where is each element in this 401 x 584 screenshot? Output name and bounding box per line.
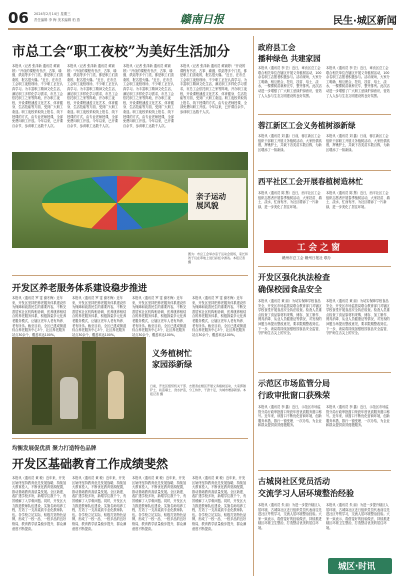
right-story5-title-2: 行政审批窗口获殊荣 — [258, 390, 330, 400]
right-story1-title-2: 播种绿色 共建家园 — [258, 54, 321, 63]
elderly-body-3: 本报讯（通讯员 罗 雯 谢冬梅）近年来，开发区坚持把养老服务体系建设作为保障和改善民生的重要内容，不断完善居家社区机构相协调、医养康养相结合的养老服务体系，积极探索多元化养老服务模式，让辖区老年人老有所养、老有所乐。截至目前，全区已建成街道综合养老服务中心3个、社区养老服务站点30余个，覆盖率达100%。 — [132, 296, 187, 337]
education-body-1: 本报讯（通讯员 黄 敏）近年来，开发区始终坚持教育优先发展战略，持续加大教育投入，不断优化教育资源配置，推动基础教育高质量发展。全区新建、改扩建学校多所，新增学位数千个，有效缓解了入学难问题。同时，开发区大力推进教师队伍建设，实施名师培养工程，打造了一支高素质专业化教师队伍。各学校立足实际，积极打造特色品牌，形成了一校一品、一校多品的良好格局，教育教学质量稳步提升，群众满意度不断提高。 — [12, 476, 67, 531]
right-story4-body-1: 本报讯（通讯员 黄 丽）为切实保障学校食品安全，开发区市场监管局联合教育部门对辖区学校食堂开展食品安全执法检查。检查人员重点检查了食品原材料采购、储存、加工制作、餐具消毒、从业人员健康证等情况，对发现的问题当场提出整改意见，要求限期整改到位。下一步，该局将持续加强校园食品安全监管，守护师生舌尖上的安全。 — [258, 299, 322, 336]
header-divider — [8, 28, 393, 30]
main-body-3: 本报讯（记者 张泽新 通讯员 黄颖婷）“开设的课程有书法、古筝、瑜伽、烘焙等多个门类，都是职工们喜欢的，报名很火爆。”近日，在市总工会职工夜校现场，不少职工正在认真学习。为丰富职工精神文化生活，满足职工多样化学习需求，市总工会依托职工之家等阵地，开办职工夜校，开设课程涵盖文化艺术、体育健身、生活技能等方面，受到广大职工欢迎。职工夜校采取线上报名、线下授课的方式，由专业老师授课，全部免费向职工开放。今年以来，已开课百余节，参训职工达数千人次。 — [123, 64, 174, 128]
elderly-headline: 开发区养老服务体系建设稳步推进 — [12, 284, 148, 294]
right-story6-title-1: 古城岗社区党员活动 — [258, 476, 330, 486]
right-story3-body-2: 本报讯（通讯员 陈 慧）近日，西平社区工会组织志愿者开展春季植树活动，大家扶苗、填土、浇水，忙而有序，为社区增添了一片新绿，进一步美化了居住环境。 — [326, 191, 390, 209]
education-headline: 开发区基础教育工作成绩斐然 — [12, 457, 169, 471]
editor-line: 责任编辑 李 梅 美术编辑 柏 燕 — [34, 18, 81, 22]
right-divider-4 — [258, 372, 391, 373]
right-story6-title-2: 交流学习人居环境整治经验 — [258, 488, 354, 498]
main-photo-caption: 亲子运动 展风貌 — [196, 192, 226, 210]
page-header — [8, 9, 397, 29]
main-body-4: 本报讯（记者 张泽新 通讯员 黄颖婷）“开设的课程有书法、古筝、瑜伽、烘焙等多个门类，都是职工们喜欢的，报名很火爆。”近日，在市总工会职工夜校现场，不少职工正在认真学习。为丰富职工精神文化生活，满足职工多样化学习需求，市总工会依托职工之家等阵地，开办职工夜校，开设课程涵盖文化艺术、体育健身、生活技能等方面，受到广大职工欢迎。职工夜校采取线上报名、线下授课的方式，由专业老师授课，全部免费向职工开放。今年以来，已开课百余节，参训职工达数千人次。 — [180, 64, 247, 114]
right-story2-body-1: 本报讯（通讯员 刘 鑫）日前，蓉江新区工会组织干部职工开展义务植树活动，大家热情高涨，挥锹铲土，共栽下各类苗木数百株，为新区增添了一抹新绿。 — [258, 134, 322, 152]
main-photo-note: 图为：市总工会举办亲子运动会现场，家长和孩子们在草地上进行彩虹伞游戏。本报记者 摄 — [188, 252, 249, 265]
right-divider-5 — [258, 470, 391, 471]
right-column-divider — [253, 36, 254, 576]
right-story3-body-1: 本报讯（通讯员 陈 慧）近日，西平社区工会组织志愿者开展春季植树活动，大家扶苗、填土、浇水，忙而有序，为社区增添了一片新绿，进一步美化了居住环境。 — [258, 191, 322, 209]
right-story5-body-2: 本报讯（通讯员 李 鑫）近日，示范区市场监管分局行政审批窗口荣获年度优质服务窗口称号。近年来，该窗口不断优化营商环境，创新服务举措，推行一窗受理、一次办结，为企业和群众提供高效便捷服务。 — [326, 405, 390, 428]
right-story5-title-1: 示范区市场监管分局 — [258, 378, 330, 388]
education-kicker: 均衡发展促优质 聚力打造特色品牌 — [12, 446, 97, 452]
right-story6-body-2: 本报讯（通讯员 朱 丽）为进一步提升辖区人居环境，古城岗社区近日组织党员代表前往先进社区考察学习，交流人居环境整治经验。大家一致表示，将借鉴好的经验做法，持续推进辖区环境卫生整治，打造整洁优美的居住环境。 — [326, 503, 390, 530]
section-divider-2 — [12, 438, 248, 439]
main-body-1: 本报讯（记者 张泽新 通讯员 黄颖婷）“开设的课程有书法、古筝、瑜伽、烘焙等多个门类，都是职工们喜欢的，报名很火爆。”近日，在市总工会职工夜校现场，不少职工正在认真学习。为丰富职工精神文化生活，满足职工多样化学习需求，市总工会依托职工之家等阵地，开办职工夜校，开设课程涵盖文化艺术、体育健身、生活技能等方面，受到广大职工欢迎。职工夜校采取线上报名、线下授课的方式，由专业老师授课，全部免费向职工开放。今年以来，已开课百余节，参训职工达数千人次。 — [12, 64, 63, 128]
right-story1-body-2: 本报讯（通讯员 李 芸）近日，章贡区总工会联合相关单位在辖区开展义务植树活动，100余名职工志愿者积极参与。活动现场，大家分工明确、相互配合，挖坑、扶苗、培土、浇水，一棵棵树苗栽种完毕，整齐排列。此次活动进一步增强了广大职工爱绿护绿意识，营造了人人参与生态文明建设的良好氛围。 — [326, 66, 390, 98]
tree-photo-caption: 义务植树忙 家园添新绿 — [152, 348, 192, 369]
right-story5-body-1: 本报讯（通讯员 李 鑫）近日，示范区市场监管分局行政审批窗口荣获年度优质服务窗口称号。近年来，该窗口不断优化营商环境，创新服务举措，推行一窗受理、一次办结，为企业和群众提供高效便捷服务。 — [258, 405, 322, 428]
people-graphic-2 — [108, 371, 124, 419]
tree-planting-photo — [12, 337, 146, 434]
people-graphic — [60, 377, 78, 419]
education-body-4: 本报讯（通讯员 黄 敏）近年来，开发区始终坚持教育优先发展战略，持续加大教育投入，不断优化教育资源配置，推动基础教育高质量发展。全区新建、改扩建学校多所，新增学位数千个，有效缓解了入学难问题。同时，开发区大力推进教师队伍建设，实施名师培养工程，打造了一支高素质专业化教师队伍。各学校立足实际，积极打造特色品牌，形成了一校一品、一校多品的良好格局，教育教学质量稳步提升，群众满意度不断提高。 — [192, 476, 247, 531]
right-divider-2 — [258, 170, 391, 171]
tree-graphic — [32, 345, 52, 425]
main-body-2: 本报讯（记者 张泽新 通讯员 黄颖婷）“开设的课程有书法、古筝、瑜伽、烘焙等多个门类，都是职工们喜欢的，报名很火爆。”近日，在市总工会职工夜校现场，不少职工正在认真学习。为丰富职工精神文化生活，满足职工多样化学习需求，市总工会依托职工之家等阵地，开办职工夜校，开设课程涵盖文化艺术、体育健身、生活技能等方面，受到广大职工欢迎。职工夜校采取线上报名、线下授课的方式，由专业老师授课，全部免费向职工开放。今年以来，已开课百余节，参训职工达数千人次。 — [67, 64, 118, 128]
right-story4-title-2: 确保校园食品安全 — [258, 284, 322, 294]
elderly-body-2: 本报讯（通讯员 罗 雯 谢冬梅）近年来，开发区坚持把养老服务体系建设作为保障和改善民生的重要内容，不断完善居家社区机构相协调、医养康养相结合的养老服务体系，积极探索多元化养老服务模式，让辖区老年人老有所养、老有所乐。截至目前，全区已建成街道综合养老服务中心3个、社区养老服务站点30余个，覆盖率达100%。 — [72, 296, 127, 337]
parachute-graphic — [42, 176, 192, 230]
right-story6-body-1: 本报讯（通讯员 朱 丽）为进一步提升辖区人居环境，古城岗社区近日组织党员代表前往先进社区考察学习，交流人居环境整治经验。大家一致表示，将借鉴好的经验做法，持续推进辖区环境卫生整治，打造整洁优美的居住环境。 — [258, 503, 322, 530]
education-body-2: 本报讯（通讯员 黄 敏）近年来，开发区始终坚持教育优先发展战略，持续加大教育投入，不断优化教育资源配置，推动基础教育高质量发展。全区新建、改扩建学校多所，新增学位数千个，有效缓解了入学难问题。同时，开发区大力推进教师队伍建设，实施名师培养工程，打造了一支高素质专业化教师队伍。各学校立足实际，积极打造特色品牌，形成了一校一品、一校多品的良好格局，教育教学质量稳步提升，群众满意度不断提高。 — [72, 476, 127, 531]
right-story3-headline: 西平社区工会开展春植树造林忙 — [258, 177, 363, 186]
trees-graphic — [12, 152, 248, 170]
right-story2-body-2: 本报讯（通讯员 刘 鑫）日前，蓉江新区工会组织干部职工开展义务植树活动，大家热情高涨，挥锹铲土，共栽下各类苗木数百株，为新区增添了一抹新绿。 — [326, 134, 390, 152]
right-story1-title-1: 政府县工会 — [258, 43, 296, 52]
union-window-sub: 赣州市总工会 赣州日报社 联办 — [282, 256, 332, 260]
right-story2-headline: 蓉江新区工会义务植树添新绿 — [258, 121, 356, 130]
elderly-body-4: 本报讯（通讯员 罗 雯 谢冬梅）近年来，开发区坚持把养老服务体系建设作为保障和改善民生的重要内容，不断完善居家社区机构相协调、医养康养相结合的养老服务体系，积极探索多元化养老服务模式，让辖区老年人老有所养、老有所乐。截至目前，全区已建成街道综合养老服务中心3个、社区养老服务站点30余个，覆盖率达100%。 — [192, 296, 247, 337]
tree-graphic-2 — [82, 341, 96, 429]
tree-photo-note: 日前，开发区组织机关干部、志愿者在辖区开展义务植树活动，大家挥锹铲土、扶苗填土、浇水护苗，分工协作，干劲十足，为城市增添新绿。本报记者 摄 — [150, 384, 247, 397]
right-story1-body-1: 本报讯（通讯员 李 芸）近日，章贡区总工会联合相关单位在辖区开展义务植树活动，100余名职工志愿者积极参与。活动现场，大家分工明确、相互配合，挖坑、扶苗、培土、浇水，一棵棵树苗栽种完毕，整齐排列。此次活动进一步增强了广大职工爱绿护绿意识，营造了人人参与生态文明建设的良好氛围。 — [258, 66, 322, 98]
right-divider-1 — [258, 114, 391, 115]
page-number: 06 — [8, 9, 29, 27]
elderly-body-1: 本报讯（通讯员 罗 雯 谢冬梅）近年来，开发区坚持把养老服务体系建设作为保障和改善民生的重要内容，不断完善居家社区机构相协调、医养康养相结合的养老服务体系，积极探索多元化养老服务模式，让辖区老年人老有所养、老有所乐。截至目前，全区已建成街道综合养老服务中心3个、社区养老服务站点30余个，覆盖率达100%。 — [12, 296, 67, 337]
education-body-3: 本报讯（通讯员 黄 敏）近年来，开发区始终坚持教育优先发展战略，持续加大教育投入，不断优化教育资源配置，推动基础教育高质量发展。全区新建、改扩建学校多所，新增学位数千个，有效缓解了入学难问题。同时，开发区大力推进教师队伍建设，实施名师培养工程，打造了一支高素质专业化教师队伍。各学校立足实际，积极打造特色品牌，形成了一校一品、一校多品的良好格局，教育教学质量稳步提升，群众满意度不断提高。 — [132, 476, 187, 531]
date-line: 2024年2月14日 星期三 — [34, 12, 71, 16]
right-divider-3 — [258, 266, 391, 267]
union-window-title: 工 会 之 窗 — [297, 243, 340, 253]
section-title: 民生·城区新闻 — [333, 16, 397, 27]
masthead-logo: 赣南日报 — [180, 13, 224, 26]
main-headline: 市总工会“职工夜校”为美好生活加分 — [12, 44, 231, 60]
right-story4-title-1: 开发区强化执法检查 — [258, 272, 330, 282]
section-divider-1 — [12, 275, 248, 276]
right-story4-body-2: 本报讯（通讯员 黄 丽）为切实保障学校食品安全，开发区市场监管局联合教育部门对辖区学校食堂开展食品安全执法检查。检查人员重点检查了食品原材料采购、储存、加工制作、餐具消毒、从业人员健康证等情况，对发现的问题当场提出整改意见，要求限期整改到位。下一步，该局将持续加强校园食品安全监管，守护师生舌尖上的安全。 — [326, 299, 390, 336]
footer-banner-label: 城区·时讯 — [338, 562, 376, 572]
